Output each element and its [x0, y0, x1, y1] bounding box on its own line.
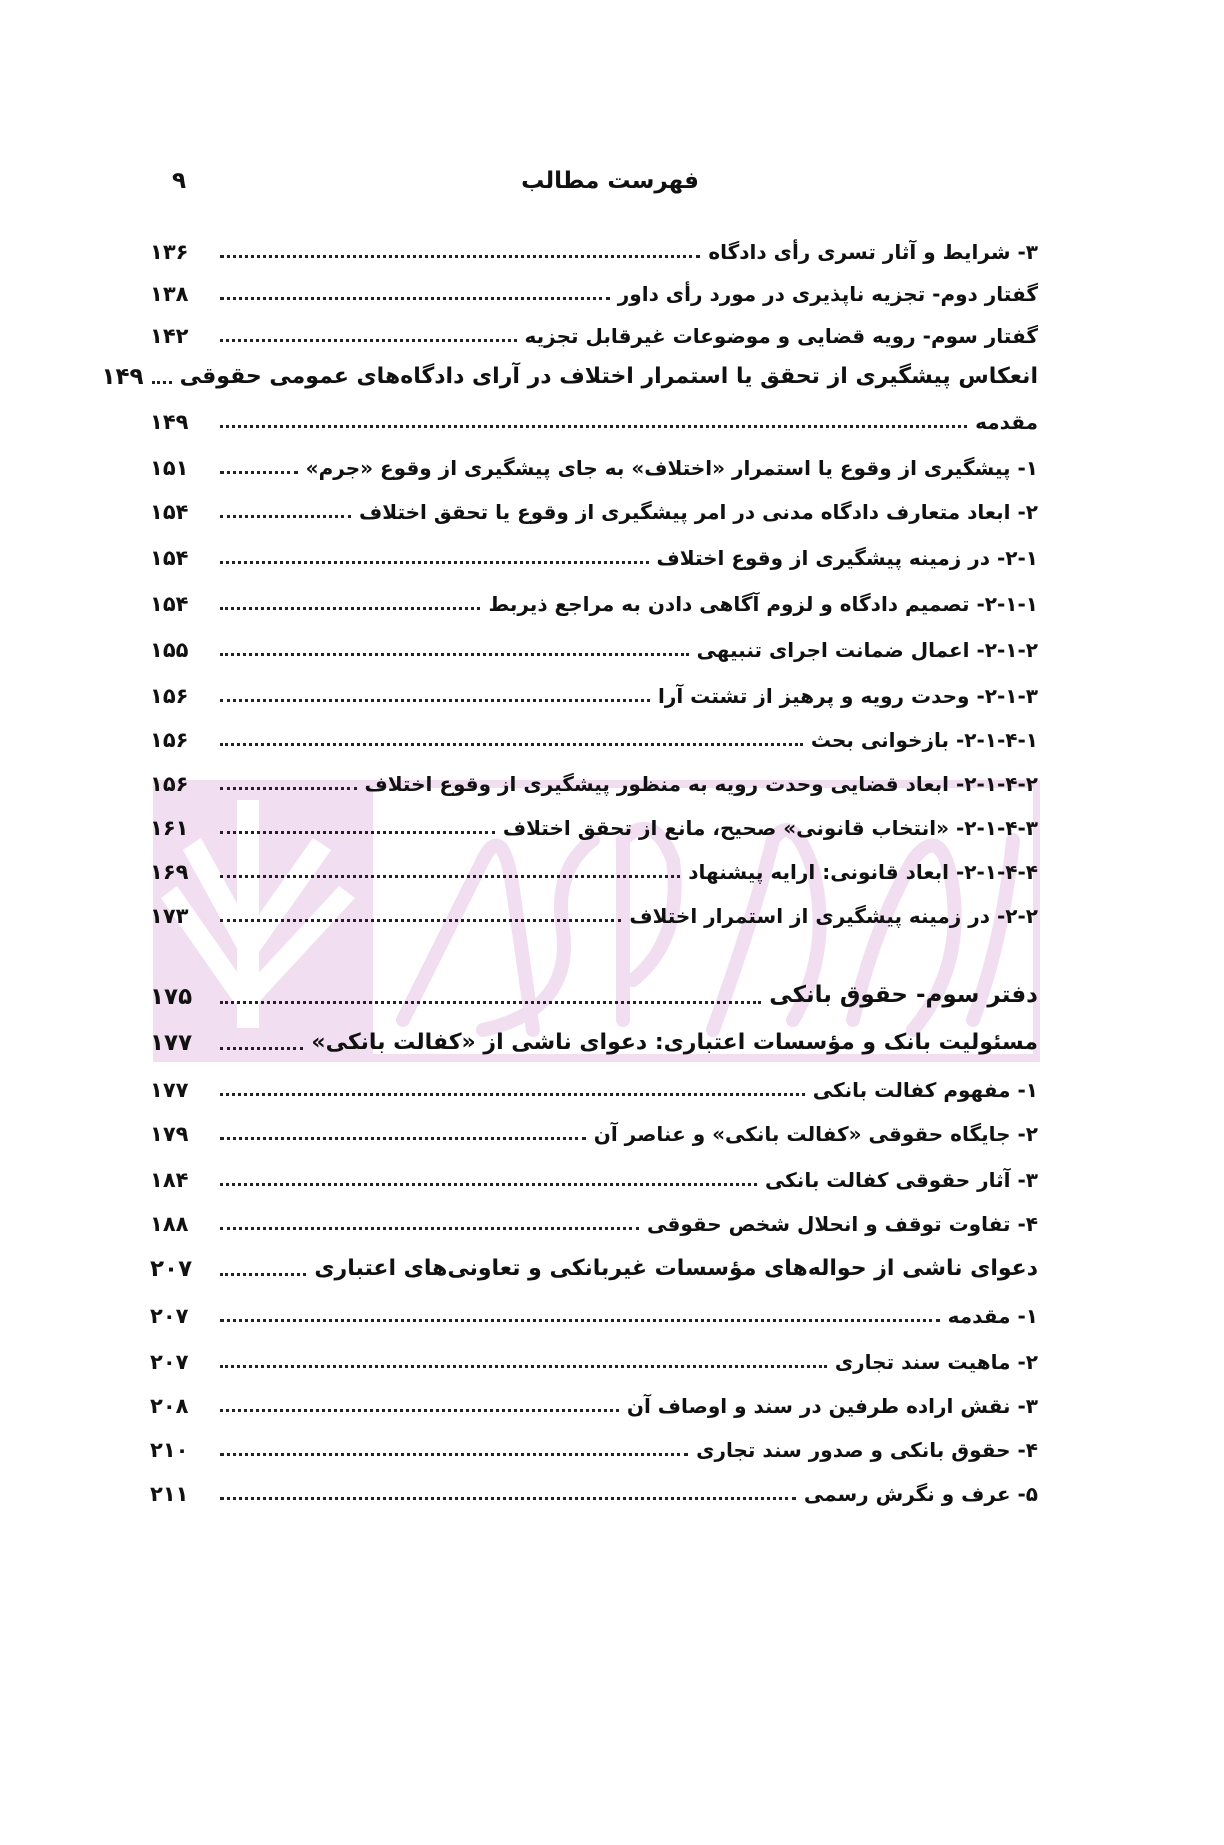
toc-entry-2[interactable] — [150, 266, 1038, 306]
toc-entry-page: ۲۰۸ — [150, 1394, 189, 1418]
toc-entry-title: گفتار دوم- تجزیه ناپذیری در مورد رأی داور — [617, 282, 1038, 306]
toc-entry-15[interactable] — [150, 844, 1038, 884]
toc-entry-page: ۲۱۰ — [150, 1438, 189, 1462]
leader-dots — [220, 743, 803, 746]
toc-entry-8[interactable] — [150, 530, 1038, 570]
toc-entry-page: ۱۷۳ — [150, 904, 189, 928]
leader-dots — [220, 1047, 303, 1050]
toc-entry-page: ۱۳۶ — [150, 240, 189, 264]
toc-entry-6[interactable] — [150, 440, 1038, 480]
toc-entry-27[interactable] — [150, 1422, 1038, 1462]
toc-entry-title: ۲-۱-۴-۳- «انتخاب قانونی» صحیح، مانع از تحقق اختلاف — [502, 816, 1038, 840]
toc-entry-title: ۲- ابعاد متعارف دادگاه مدنی در امر پیشگیری از وقوع یا تحقق اختلاف — [359, 500, 1038, 524]
toc-entry-page: ۱۵۴ — [150, 546, 189, 570]
toc-entry-title: ۳- شرایط و آثار تسری رأی دادگاه — [708, 240, 1038, 264]
toc-entry-title: ۲-۱-۲- اعمال ضمانت اجرای تنبیهی — [696, 638, 1038, 662]
toc-entry-title: ۲-۱-۴-۱- بازخوانی بحث — [810, 728, 1038, 752]
leader-dots — [220, 339, 517, 342]
page-number: ۹ — [172, 168, 187, 194]
leader-dots — [220, 471, 298, 474]
toc-entry-page: ۱۵۴ — [150, 500, 189, 524]
toc-entry-4[interactable] — [101, 350, 1038, 390]
leader-dots — [220, 297, 610, 300]
toc-entry-23[interactable] — [150, 1242, 1038, 1282]
toc-entry-title: ۳- آثار حقوقی کفالت بانکی — [764, 1168, 1038, 1192]
leader-dots — [220, 425, 967, 428]
toc-entry-title: ۲-۱-۱- تصمیم دادگاه و لزوم آگاهی دادن به مراجع ذیربط — [488, 592, 1038, 616]
leader-dots — [220, 1273, 306, 1276]
toc-entry-page: ۱۷۵ — [150, 984, 193, 1010]
toc-entry-title: ۱- مقدمه — [947, 1304, 1038, 1328]
toc-entry-title: ۲- جایگاه حقوقی «کفالت بانکی» و عناصر آن — [593, 1122, 1038, 1146]
leader-dots — [152, 381, 172, 384]
toc-entry-page: ۲۰۷ — [150, 1350, 189, 1374]
toc-entry-title: ۴- حقوق بانکی و صدور سند تجاری — [696, 1438, 1038, 1462]
leader-dots — [220, 515, 351, 518]
toc-entry-5[interactable] — [150, 394, 1038, 434]
toc-entry-16[interactable] — [150, 888, 1038, 928]
leader-dots — [220, 699, 650, 702]
toc-entry-page: ۱۵۶ — [150, 728, 189, 752]
toc-entry-title: مقدمه — [975, 410, 1038, 434]
toc-entry-title: گفتار سوم- رویه قضایی و موضوعات غیرقابل تجزیه — [524, 324, 1038, 348]
toc-entry-page: ۱۵۵ — [150, 638, 189, 662]
leader-dots — [220, 1319, 940, 1322]
toc-entry-title: مسئولیت بانک و مؤسسات اعتباری: دعوای ناشی از «کفالت بانکی» — [311, 1029, 1038, 1055]
leader-dots — [220, 1453, 688, 1456]
toc-entry-19[interactable] — [150, 1062, 1038, 1102]
toc-entry-9[interactable] — [150, 576, 1038, 616]
toc-entry-title: انعکاس پیشگیری از تحقق یا استمرار اختلاف در آرای دادگاه‌های عمومی حقوقی — [179, 363, 1038, 389]
leader-dots — [220, 1409, 619, 1412]
toc-entry-3[interactable] — [150, 308, 1038, 348]
toc-entry-1[interactable] — [150, 224, 1038, 264]
toc-entry-page: ۱۴۲ — [150, 324, 189, 348]
toc-entry-7[interactable] — [150, 484, 1038, 524]
leader-dots — [220, 1227, 639, 1230]
toc-entry-title: ۲- ماهیت سند تجاری — [834, 1350, 1038, 1374]
toc-entry-page: ۱۸۴ — [150, 1168, 189, 1192]
toc-entry-title: ۲-۱-۴-۲- ابعاد قضایی وحدت رویه به منظور پیشگیری از وقوع اختلاف — [364, 772, 1038, 796]
toc-entry-page: ۱۴۹ — [150, 410, 189, 434]
toc-entry-14[interactable] — [150, 800, 1038, 840]
leader-dots — [220, 919, 621, 922]
leader-dots — [220, 1093, 805, 1096]
page-header — [160, 168, 1060, 208]
page-title: فهرست مطالب — [521, 168, 699, 194]
toc-entry-page: ۱۷۹ — [150, 1122, 189, 1146]
toc-entry-title: ۴- تفاوت توقف و انحلال شخص حقوقی — [647, 1212, 1038, 1236]
leader-dots — [220, 787, 357, 790]
toc-entry-17[interactable] — [150, 970, 1038, 1010]
toc-entry-page: ۱۷۷ — [150, 1030, 193, 1056]
toc-entry-page: ۲۰۷ — [150, 1304, 189, 1328]
toc-entry-title: دعوای ناشی از حواله‌های مؤسسات غیربانکی و تعاونی‌های اعتباری — [314, 1255, 1038, 1281]
toc-entry-page: ۱۵۶ — [150, 772, 189, 796]
toc-entry-title: دفتر سوم- حقوق بانکی — [769, 982, 1038, 1009]
toc-entry-28[interactable] — [150, 1466, 1038, 1506]
leader-dots — [220, 607, 480, 610]
toc-entry-page: ۱۶۹ — [150, 860, 189, 884]
toc-entry-title: ۵- عرف و نگرش رسمی — [803, 1482, 1038, 1506]
toc-entry-page: ۲۰۷ — [150, 1256, 193, 1282]
toc-entry-18[interactable] — [150, 1016, 1038, 1056]
leader-dots — [220, 1497, 796, 1500]
toc-entry-page: ۱۷۷ — [150, 1078, 189, 1102]
toc-entry-page: ۱۴۹ — [101, 364, 144, 390]
toc-entry-page: ۱۵۴ — [150, 592, 189, 616]
toc-entry-11[interactable] — [150, 668, 1038, 708]
toc-entry-page: ۱۳۸ — [150, 282, 189, 306]
toc-entry-title: ۲-۱-۳- وحدت رویه و پرهیز از تشتت آرا — [657, 684, 1038, 708]
leader-dots — [220, 831, 495, 834]
toc-entry-title: ۲-۱- در زمینه پیشگیری از وقوع اختلاف — [656, 546, 1038, 570]
toc-entry-25[interactable] — [150, 1334, 1038, 1374]
toc-entry-page: ۱۶۱ — [150, 816, 189, 840]
toc-entry-24[interactable] — [150, 1288, 1038, 1328]
toc-entry-21[interactable] — [150, 1152, 1038, 1192]
leader-dots — [220, 1183, 757, 1186]
toc-entry-page: ۱۵۱ — [150, 456, 189, 480]
toc-entry-10[interactable] — [150, 622, 1038, 662]
toc-entry-12[interactable] — [150, 712, 1038, 752]
leader-dots — [220, 561, 649, 564]
leader-dots — [220, 653, 689, 656]
toc-entry-title: ۳- نقش اراده طرفین در سند و اوصاف آن — [626, 1394, 1038, 1418]
leader-dots — [220, 255, 700, 258]
toc-entry-20[interactable] — [150, 1106, 1038, 1146]
toc-entry-page: ۱۵۶ — [150, 684, 189, 708]
toc-entry-title: ۲-۱-۴-۴- ابعاد قانونی: ارایه پیشنهاد — [688, 860, 1038, 884]
leader-dots — [220, 1365, 827, 1368]
toc-entry-page: ۲۱۱ — [150, 1482, 189, 1506]
toc-entry-22[interactable] — [150, 1196, 1038, 1236]
toc-entry-title: ۱- مفهوم کفالت بانکی — [812, 1078, 1038, 1102]
toc-entry-title: ۱- پیشگیری از وقوع یا استمرار «اختلاف» به جای پیشگیری از وقوع «جرم» — [305, 456, 1038, 480]
toc-entry-page: ۱۸۸ — [150, 1212, 189, 1236]
leader-dots — [220, 875, 680, 878]
toc-entry-13[interactable] — [150, 756, 1038, 796]
toc-entry-26[interactable] — [150, 1378, 1038, 1418]
leader-dots — [220, 1137, 586, 1140]
leader-dots — [220, 1001, 761, 1004]
toc-entry-title: ۲-۲- در زمینه پیشگیری از استمرار اختلاف — [629, 904, 1038, 928]
